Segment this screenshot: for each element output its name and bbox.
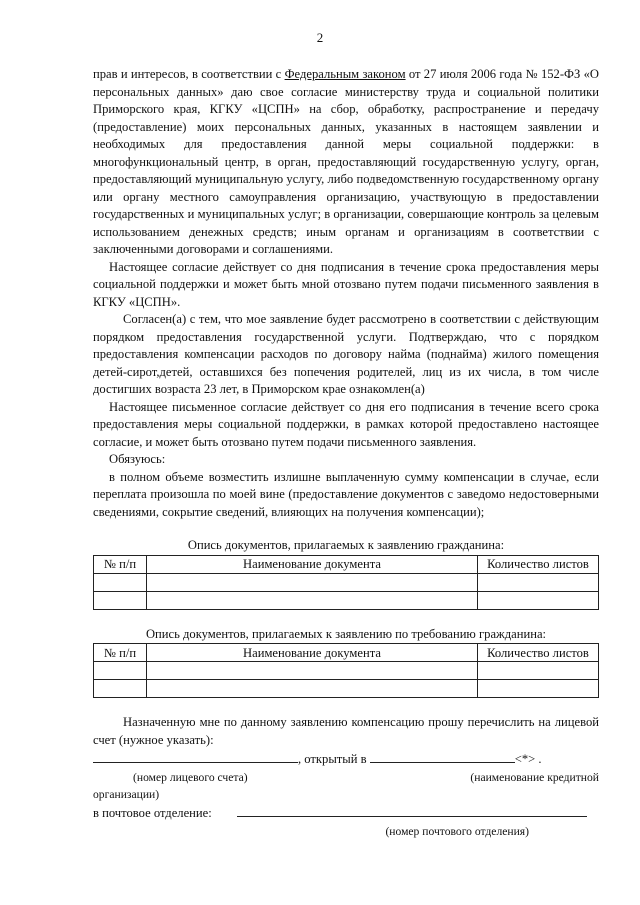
requested-documents-table (93, 643, 599, 698)
agreement-paragraph: Согласен(а) с тем, что мое заявление будет рассмотрено в соответствии с действующим порядком предоставления государственной услуги. Подтверждаю, что с порядком предоставления компенсации расходов по договору найма (поднайма) жилого помещения детей-сирот,детей, оставшихся без попечения родителей, лиц из их числа, в том числе достигших возраста 23 лет, в Приморском крае ознакомлен(а) (93, 312, 599, 396)
payment-instruction: Назначенную мне по данному заявлению компенсацию прошу перечислить на лицевой счет (нужное указать): (93, 715, 599, 747)
federal-law-link[interactable]: Федеральным законом (284, 67, 406, 81)
documents-table (93, 555, 599, 610)
consent-text-start: прав и интересов, в соответствии с (93, 67, 285, 81)
post-office-label: в почтовое отделение: (93, 806, 212, 820)
table1-caption: Опись документов, прилагаемых к заявлению гражданина: (187, 538, 505, 552)
post-office-number-caption: (номер почтового отделения) (385, 824, 529, 838)
account-number-caption: (номер лицевого счета) (133, 770, 248, 784)
column-header-number: № п/п (94, 555, 147, 573)
table-row (94, 591, 599, 609)
account-number-field[interactable] (93, 749, 298, 763)
table-header-row (94, 644, 599, 662)
column-header-document-name: Наименование документа (147, 644, 478, 662)
credit-organization-field[interactable] (370, 749, 515, 763)
table-row (94, 680, 599, 698)
table-header-row (94, 555, 599, 573)
page-number: 2 (316, 30, 324, 45)
table-row (94, 573, 599, 591)
credit-organization-caption-cont: организации) (93, 787, 160, 801)
written-consent-paragraph: Настоящее письменное согласие действует со дня его подписания в течение всего срока предоставления меры социальной поддержки, в рамках которой предоставлено настоящее согласие, и может быть отозвано путем подачи письменного заявления. (93, 399, 599, 449)
account-line (93, 749, 599, 769)
consent-text-rest: от 27 июля 2006 года № 152-ФЗ «О персональных данных» даю свое согласие министерству труда и социальной политики Приморского края, КГКУ «ЦСПН» на сбор, обработку, распространение и передачу (предоставление) моих персональных данных, указанных в настоящем заявлении и необходимых для предоставления данной меры социальной поддержки: в многофункциональный центр, в орган, предоставляющий государственную услугу, орган, предоставляющий муниципальную услугу, либо подведомственную государственному органу или органу местного самоуправления организацию, участвующую в предоставлении государственных и муниципальных услуг; в организации, совершающие контроль за целевым использованием денежных средств; иным органам и организациям в соответствии с заключенными договорами и соглашениями. (93, 67, 599, 256)
consent-paragraph (93, 66, 599, 259)
column-header-number: № п/п (94, 644, 147, 662)
obligation-text: в полном объеме возместить излишне выплаченную сумму компенсации в случае, если переплата произошла по моей вине (предоставление документов с заведомо недостоверными сведениями, сокрытие сведений, влияющих на получения компенсации); (93, 469, 599, 519)
table2-caption: Опись документов, прилагаемых к заявлению по требованию гражданина: (145, 626, 547, 641)
column-header-document-name: Наименование документа (147, 555, 478, 573)
column-header-sheet-count: Количество листов (478, 555, 599, 573)
opened-in-label: , открытый в (298, 752, 367, 766)
post-office-line (93, 803, 599, 823)
footnote-mark: <*> . (514, 752, 542, 766)
consent-validity-paragraph: Настоящее согласие действует со дня подписания в течение срока предоставления меры социальной поддержки и может быть мной отозвано путем подачи письменного заявления в КГКУ «ЦСПН». (93, 259, 599, 309)
document-body (93, 66, 599, 840)
credit-organization-caption: (наименование кредитной (470, 770, 599, 784)
obligation-heading: Обязуюсь: (109, 452, 166, 466)
column-header-sheet-count: Количество листов (478, 644, 599, 662)
table-row (94, 662, 599, 680)
post-office-field[interactable] (237, 803, 587, 817)
